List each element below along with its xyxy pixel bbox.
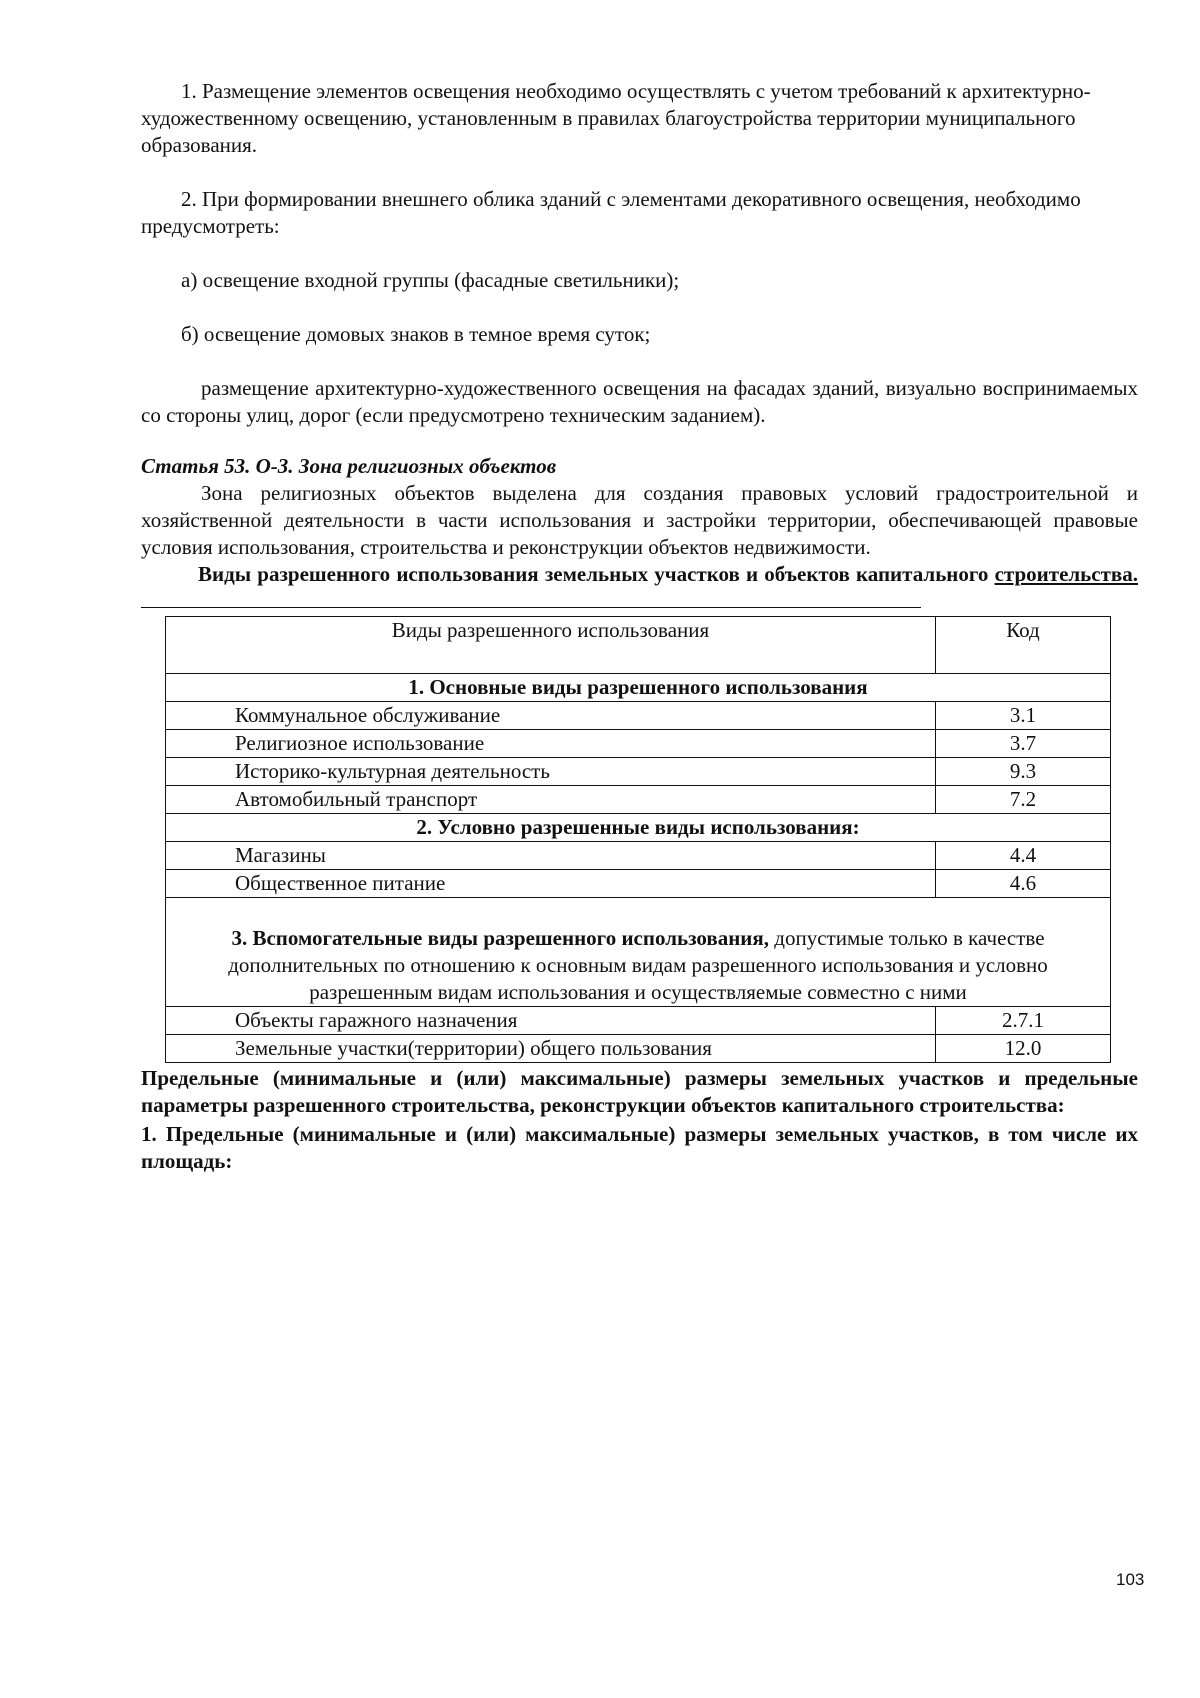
table-title-start: Виды разрешенного использования земельных участков и объектов капитального [198,562,995,586]
section2-title: 2. Условно разрешенные виды использования: [166,814,1111,842]
header-code: Код [935,617,1110,674]
table-row [166,730,1111,758]
section-row [166,814,1111,842]
row-name: Коммунальное обслуживание [166,702,936,730]
limits-subheading: 1. Предельные (минимальные и (или) максимальные) размеры земельных участков, в том числе их площадь: [141,1122,1138,1173]
row-name: Земельные участки(территории) общего пользования [166,1035,936,1063]
table-title [141,561,1138,615]
table-header-row [166,617,1111,674]
table-row [166,758,1111,786]
row-name: Историко-культурная деятельность [166,758,936,786]
table-row [166,842,1111,870]
header-name: Виды разрешенного использования [166,617,936,674]
limits-heading: Предельные (минимальные и (или) максимальные) размеры земельных участков и предельные параметры разрешенного строительства, реконструкции объектов капитального строительства: [141,1066,1138,1117]
paragraph-facade-lighting: 2. При формировании внешнего облика зданий с элементами декоративного освещения, необходимо предусмотреть: [141,187,1081,238]
section-row [166,674,1111,702]
document-page [141,78,1138,1175]
section3-title [166,898,1111,1007]
row-name: Магазины [166,842,936,870]
row-code: 2.7.1 [935,1007,1110,1035]
row-name: Общественное питание [166,870,936,898]
table-title-end: строительства. [994,562,1138,586]
table-row [166,870,1111,898]
row-name: Автомобильный транспорт [166,786,936,814]
list-item-a: а) освещение входной группы (фасадные светильники); [181,268,680,292]
row-code: 12.0 [935,1035,1110,1063]
permitted-use-table [165,616,1111,1063]
table-row [166,1035,1111,1063]
list-item-b: б) освещение домовых знаков в темное время суток; [181,322,651,346]
underline-fill [141,589,921,608]
row-code: 9.3 [935,758,1110,786]
row-code: 3.7 [935,730,1110,758]
row-code: 4.6 [935,870,1110,898]
table-row [166,702,1111,730]
section-row [166,898,1111,1007]
table-row [166,786,1111,814]
page-number: 103 [1116,1570,1145,1589]
section3-title-bold: 3. Вспомогательные виды разрешенного использования, [231,926,770,950]
table-row [166,1007,1111,1035]
paragraph-architectural-lighting: размещение архитектурно-художественного освещения на фасадах зданий, визуально воспринимаемых со стороны улиц, дорог (если предусмотрено техническим заданием). [141,376,1138,427]
paragraph-lighting-placement: 1. Размещение элементов освещения необходимо осуществлять с учетом требований к архитектурно-художественному освещению, установленным в правилах благоустройства территории муниципального образования. [141,79,1091,157]
row-name: Религиозное использование [166,730,936,758]
row-name: Объекты гаражного назначения [166,1007,936,1035]
row-code: 3.1 [935,702,1110,730]
row-code: 7.2 [935,786,1110,814]
row-code: 4.4 [935,842,1110,870]
article-intro: Зона религиозных объектов выделена для создания правовых условий градостроительной и хозяйственной деятельности в части использования и застройки территории, обеспечивающей правовые условия использования, строительства и реконструкции объектов недвижимости. [141,481,1138,559]
section1-title: 1. Основные виды разрешенного использования [166,674,1111,702]
article-heading: Статья 53. О-3. Зона религиозных объектов [141,454,557,478]
section3-title-rest: допустимые только в качестве дополнительных по отношению к основным видам разрешенного использования и условно разрешенным видам использования и осуществляемые совместно с ними [228,926,1048,1004]
